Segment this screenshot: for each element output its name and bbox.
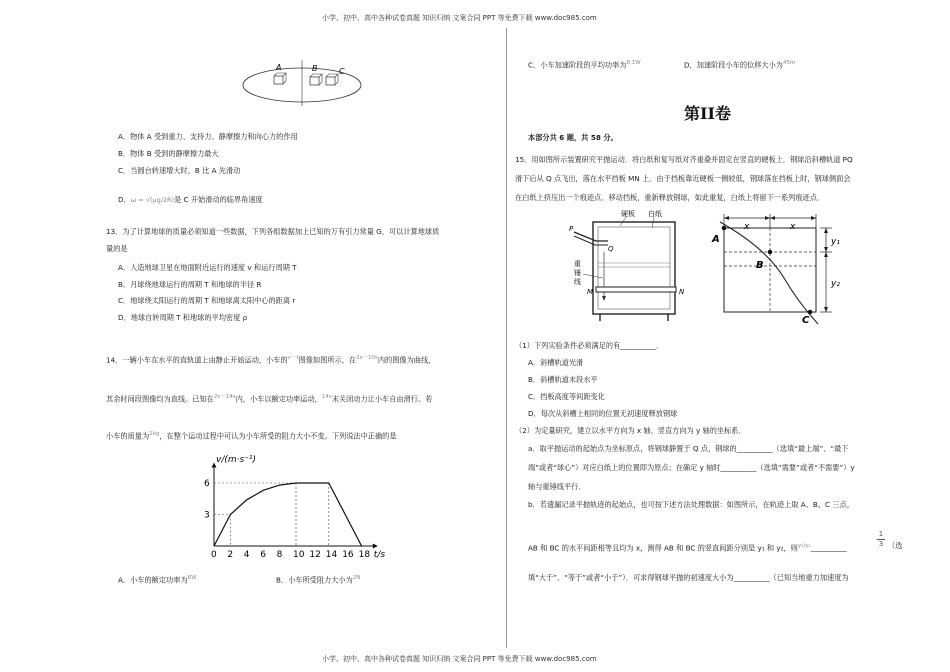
q14-option-c-text: C．小车加速阶段的平均功率为 — [528, 60, 627, 70]
q14-option-b-text: B．小车所受阻力大小为 — [276, 575, 353, 585]
q14-formula-2s-10s: 2s～10s — [356, 355, 378, 361]
vt-chart — [196, 450, 406, 560]
label-c: C — [339, 67, 345, 76]
label-plumb-1: 重 — [574, 260, 581, 268]
q14-option-a-value: 6W — [187, 575, 197, 581]
label-y1: y₁ — [831, 237, 840, 247]
q14-option-d-value: 45m — [782, 60, 796, 66]
q14-line1-text-a: 14．一辆小车在水平的直轨道上由静止开始运动，小车的 — [106, 355, 288, 365]
label-plumb-2: 锤 — [574, 269, 581, 277]
q15-sub2-a-line2: 端”或者“球心”）对应白纸上的位置即为原点；在确定 y 轴时__________（选填“需要”或者“不需要”）y — [528, 463, 855, 472]
q14-option-d — [684, 58, 795, 70]
q13-option-b: B．月球绕地球运行的周期 T 和地球的半径 R — [118, 280, 262, 289]
q13-stem-line1: 13．为了计算地球的质量必须知道一些数据，下列各组数据加上已知的万有引力常量 G，可以计算地球质 — [106, 227, 440, 236]
label-b: B — [756, 260, 764, 271]
q15-sub1: （1）下列实验条件必须满足的有__________． — [515, 341, 664, 350]
vt-xtick-14: 14 — [325, 550, 338, 560]
label-paper: 白纸 — [648, 210, 662, 218]
block-c — [326, 74, 338, 85]
q14-option-a-text: A．小车的额定功率为 — [118, 575, 188, 585]
q14-option-b-value: 2N — [352, 575, 361, 581]
q12-option-c: C．当圆台转速增大时，B 比 A 先滑动 — [118, 166, 241, 175]
label-x2: x — [790, 222, 796, 232]
label-q: Q — [608, 245, 614, 253]
q15-stem-line3: 在白纸上挤压出一个痕迹点．移动挡板，重新释放钢球，如此重复，白纸上将留下一系列痕迹点． — [515, 193, 825, 202]
q15-sub2-b-line2 — [528, 541, 847, 553]
q12-option-a: A．物体 A 受到重力、支持力、静摩擦力和向心力的作用 — [118, 132, 298, 141]
q14-stem-line1 — [106, 353, 435, 365]
label-plumb-3: 线 — [574, 278, 581, 286]
label-c: C — [802, 315, 810, 326]
q14-line1-text-c: 内的图像为曲线， — [377, 355, 436, 365]
q14-option-c — [528, 58, 641, 70]
label-a: A — [712, 234, 720, 245]
q15-ratio-formula: y₁/y₂ — [797, 543, 811, 549]
page-footer: 小学、初中、高中各种试卷真题 知识归纳 文案合同 PPT 等免费下载 www.doc985.com — [322, 655, 597, 663]
vt-ytick-3: 3 — [204, 510, 210, 521]
q12-option-d-prefix: D． — [118, 195, 131, 204]
vt-ytick-6: 6 — [204, 479, 210, 489]
q15-sub2-b-line1: b．若遗漏记录平抛轨迹的起始点，也可按下述方法处理数据：如图所示，在轨迹上取 A、B、C 三点， — [528, 500, 854, 509]
vt-xtick-10: 10 — [293, 550, 305, 560]
trajectory-curve — [720, 222, 818, 324]
trajectory-figure — [706, 208, 866, 326]
q14-line2-text-b: 内，小车以额定功率运动， — [235, 394, 322, 404]
label-m: M — [587, 288, 594, 296]
vt-xtick-16: 16 — [342, 550, 354, 560]
column-divider — [506, 28, 507, 648]
label-board: 硬板 — [621, 210, 635, 218]
q14-line2-text-c: 末关闭动力让小车自由滑行。若 — [331, 394, 433, 404]
vt-xtick-12: 12 — [309, 550, 321, 560]
q14-option-b — [276, 573, 360, 585]
fraction-denominator: 3 — [878, 540, 884, 548]
q12-option-b: B．物体 B 受到的静摩擦力最大 — [118, 149, 219, 158]
vt-xtick-18: 18 — [358, 550, 371, 560]
vt-xtick-6: 6 — [260, 550, 266, 560]
vt-xtick-4: 4 — [243, 550, 250, 560]
block-a — [274, 73, 286, 84]
vt-xlabel: t/s — [373, 550, 386, 560]
label-n: N — [679, 288, 685, 296]
fraction-one-third — [877, 530, 885, 548]
q15-sub1-option-a: A．斜槽轨道光滑 — [528, 358, 584, 367]
q14-formula-1kg: 1kg — [149, 431, 160, 437]
q13-option-c: C．地球绕太阳运行的周期 T 和地球离太阳中心的距离 r — [118, 296, 296, 305]
baffle-mn — [596, 287, 676, 292]
q13-stem-line2: 量的是 — [106, 244, 128, 253]
q14-option-a — [118, 573, 197, 585]
q14-stem-line3 — [106, 429, 397, 441]
q14-stem-line2 — [106, 392, 432, 404]
block-b — [310, 74, 322, 85]
q13-option-d: D．地球自转周期 T 和地球的平均密度 ρ — [118, 313, 248, 322]
q14-line3-text-a: 小车的质量为 — [106, 431, 150, 441]
q14-formula-14s: 14s — [321, 394, 332, 400]
label-y2: y₂ — [831, 279, 840, 289]
vt-xtick-8: 8 — [276, 550, 283, 560]
apparatus-figure — [568, 208, 688, 326]
q15-sub1-option-d: D．每次从斜槽上相同的位置无初速度释放钢球 — [528, 409, 678, 418]
q15-ratio-blank: __________ — [810, 543, 847, 553]
hard-board — [593, 222, 675, 314]
q14-formula-2s-14s: 2s～14s — [213, 394, 236, 400]
part2-title: 第II卷 — [684, 104, 731, 123]
vt-tick-labels — [204, 479, 370, 560]
vt-xtick-2: 2 — [227, 550, 234, 560]
q14-option-c-value: 8.1W — [626, 60, 641, 66]
q15-sub2-b-line3: 填“大于”、“等于”或者“小于”）．可求得钢球平抛的初速度大小为__________（已知当地重力加速度为 — [528, 573, 849, 582]
part2-intro: 本部分共 6 题，共 58 分。 — [528, 133, 618, 142]
q15-sub1-option-b: B．斜槽轨道末段水平 — [528, 375, 598, 384]
q15-sub2-b-line2-text: AB 和 BC 的水平间距相等且均为 x，测得 AB 和 BC 的竖直间距分别是 y₁ 和 y₂，则 — [528, 543, 798, 553]
q15-stem-line2: 滑下后从 Q 点飞出，落在水平挡板 MN 上．由于挡板靠近硬板一侧较低，钢球落在挡板上时，钢球侧面会 — [515, 174, 851, 183]
q15-sub2-a-line3: 轴与重锤线平行． — [528, 482, 586, 491]
point-b — [768, 250, 773, 255]
q15-sub2: （2）为定量研究，建立以水平方向为 x 轴、竖直方向为 y 轴的坐标系． — [515, 426, 746, 435]
page-header: 小学、初中、高中各种试卷真题 知识归纳 文案合同 PPT 等免费下载 www.doc985.com — [322, 14, 597, 22]
turntable-figure — [240, 58, 370, 108]
point-a — [722, 226, 727, 231]
vt-axes — [212, 463, 378, 549]
q15-sub2-a-line1: a．取平抛运动的起始点为坐标原点，将钢球静置于 Q 点，钢球的__________（选填“最上端”、“最下 — [528, 444, 849, 453]
label-a: A — [276, 63, 282, 72]
q14-line1-text-b: 图像如图所示，在 — [298, 355, 357, 365]
vt-series-line — [214, 483, 362, 546]
q15-sub2-b-line2-end: （选 — [888, 541, 903, 550]
q14-line3-text-b: ，在整个运动过程中可认为小车所受的阻力大小不变。下列说法中正确的是 — [159, 431, 397, 441]
q12-option-d-suffix: 是 C 开始滑动的临界角速度 — [174, 195, 263, 204]
fraction-numerator: 1 — [878, 530, 884, 538]
vt-xtick-0: 0 — [211, 550, 217, 560]
q14-option-d-text: D．加速阶段小车的位移大小为 — [684, 60, 783, 70]
vt-ylabel: v/(m·s⁻¹) — [216, 455, 257, 465]
vt-x-arrow — [373, 544, 378, 549]
q14-formula-vt: v－t — [287, 355, 299, 361]
q12-option-d — [118, 195, 263, 205]
point-c — [808, 310, 813, 315]
label-x1: x — [744, 222, 750, 232]
q14-line2-text-a: 其余时间段图像均为直线。已知在 — [106, 394, 214, 404]
label-b: B — [312, 64, 318, 73]
q15-sub1-option-c: C．挡板高度等间距变化 — [528, 392, 605, 401]
label-p: P — [569, 225, 574, 233]
q12-omega-formula: ω = √(μg/2R) — [130, 196, 175, 204]
q13-option-a: A．人造地球卫星在地面附近运行的速度 v 和运行周期 T — [118, 263, 297, 272]
q15-stem-line1: 15．用如图所示装置研究平抛运动．将白纸和复写纸对齐重叠并固定在竖直的硬板上．钢球沿斜槽轨道 PQ — [515, 155, 853, 164]
